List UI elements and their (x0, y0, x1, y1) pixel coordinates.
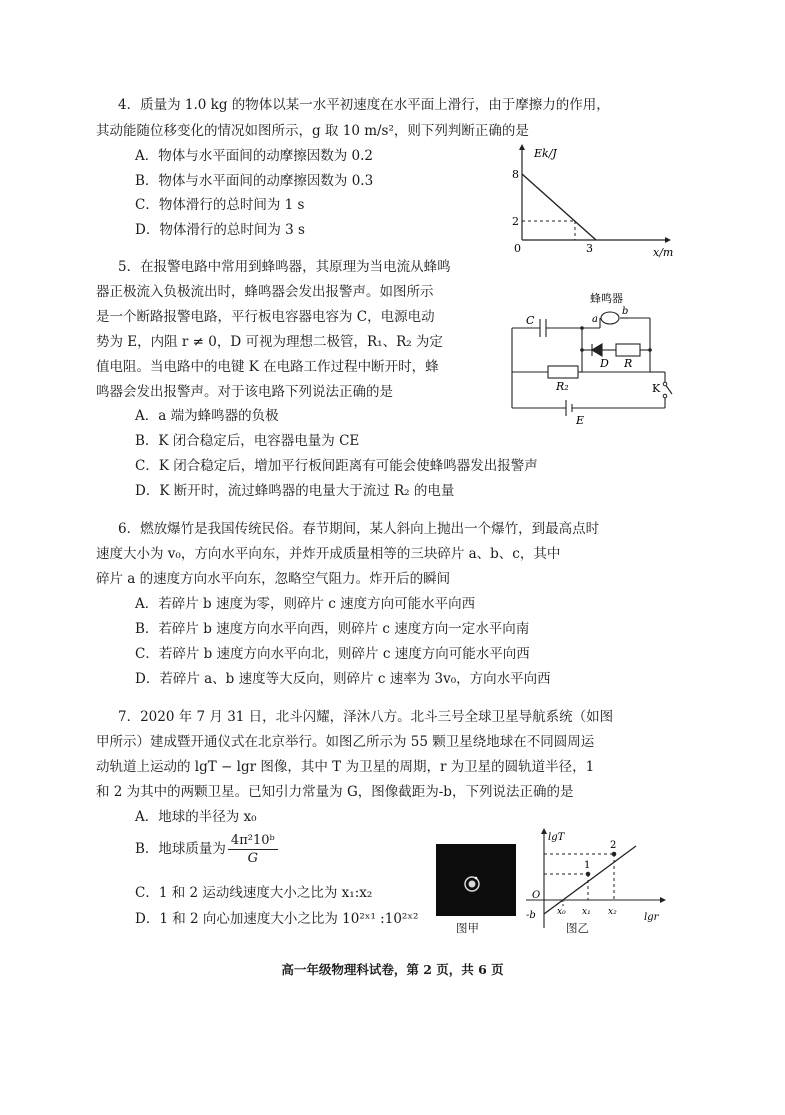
q7-graph-point-2: 2 (610, 840, 617, 851)
q7-graph-origin: O (532, 890, 541, 901)
q7-stem-line-2: 甲所示）建成暨开通仪式在北京举行。如图乙所示为 55 颗卫星绕地球在不同圆周运 (96, 734, 595, 750)
globe-satellite-icon (436, 844, 516, 916)
q6-option-a: A．若碎片 b 速度为零，则碎片 c 速度方向可能水平向西 (135, 596, 476, 612)
q7-option-d: D．1 和 2 向心加速度大小之比为 10²ˣ¹ :10²ˣ² (135, 911, 419, 927)
resistor-r-label: R (624, 357, 633, 370)
q5-option-a: A．a 端为蜂鸣器的负极 (135, 408, 279, 424)
q4-graph-ytick-2: 2 (512, 215, 519, 228)
q5-stem-line-5: 值电阻。当电路中的电键 K 在电路工作过程中断开时，蜂 (96, 359, 439, 375)
q7-option-a: A．地球的半径为 x₀ (135, 809, 257, 825)
q7-option-b-numerator: 4π²10ᵇ (228, 832, 278, 850)
q7-stem-line-3: 动轨道上运动的 lgT − lgr 图像，其中 T 为卫星的周期，r 为卫星的圆轨道半径，1 (96, 759, 595, 775)
q4-graph-origin: 0 (514, 242, 521, 255)
q4-option-a: A．物体与水平面间的动摩擦因数为 0.2 (135, 148, 374, 164)
q4-ek-x-graph (500, 140, 680, 260)
q7-graph-ylabel: lgT (548, 832, 565, 843)
q5-option-c: C．K 闭合稳定后，增加平行板间距离有可能会使蜂鸣器发出报警声 (135, 458, 538, 474)
q5-stem-line-3: 是一个断路报警电路，平行板电容器电容为 C，电源电动 (96, 309, 435, 325)
q6-stem-line-1: 6．燃放爆竹是我国传统民俗。春节期间，某人斜向上抛出一个爆竹，到最高点时 (118, 521, 600, 537)
q6-option-d: D．若碎片 a、b 速度等大反向，则碎片 c 速率为 3v₀，方向水平向西 (135, 671, 551, 687)
q5-option-b: B．K 闭合稳定后，电容器电量为 CE (135, 433, 360, 449)
q4-option-c: C．物体滑行的总时间为 1 s (135, 197, 305, 213)
q4-graph-ylabel: Ek/J (534, 147, 557, 160)
q7-graph-x1: x₁ (582, 907, 591, 917)
q4-graph-xlabel: x/m (653, 246, 674, 259)
switch-k-label: K (652, 382, 661, 395)
q7-graph-x2: x₂ (608, 907, 617, 917)
q5-stem-line-1: 5．在报警电路中常用到蜂鸣器，其原理为当电流从蜂鸣 (118, 259, 451, 275)
q7-graph-point-1: 1 (584, 860, 591, 871)
q7-option-b-denominator: G (247, 851, 258, 866)
buzzer-terminal-a: a (592, 314, 598, 325)
q6-stem-line-2: 速度大小为 v₀，方向水平向东，并炸开成质量相等的三块碎片 a、b、c，其中 (96, 546, 561, 562)
q6-stem-line-3: 碎片 a 的速度方向水平向东，忽略空气阻力。炸开后的瞬间 (96, 571, 451, 587)
diode-label: D (600, 357, 609, 370)
q5-stem-line-6: 鸣器会发出报警声。对于该电路下列说法正确的是 (96, 384, 393, 400)
buzzer-label: 蜂鸣器 (590, 292, 623, 305)
q7-figure-jia-caption: 图甲 (456, 921, 479, 935)
q7-lgT-lgr-graph (520, 828, 670, 932)
q7-figure-jia (436, 844, 516, 916)
q4-option-b: B．物体与水平面间的动摩擦因数为 0.3 (135, 173, 374, 189)
q5-stem-line-4: 势为 E，内阻 r ≠ 0，D 可视为理想二极管，R₁、R₂ 为定 (96, 334, 443, 350)
q4-stem-line-1: 4．质量为 1.0 kg 的物体以某一水平初速度在水平面上滑行，由于摩擦力的作用， (118, 97, 610, 113)
q7-graph-intercept: -b (526, 910, 536, 921)
q7-option-b-prefix: B．地球质量为 (135, 841, 226, 857)
q7-option-b-fraction (228, 832, 278, 867)
page-footer: 高一年级物理科试卷，第 2 页，共 6 页 (281, 962, 504, 977)
q4-graph-xtick-3: 3 (586, 242, 593, 255)
q6-option-c: C．若碎片 b 速度方向水平向北，则碎片 c 速度方向可能水平向西 (135, 646, 530, 662)
q4-option-d: D．物体滑行的总时间为 3 s (135, 222, 305, 238)
q4-stem-line-2: 其动能随位移变化的情况如图所示，g 取 10 m/s²，则下列判断正确的是 (96, 123, 529, 139)
q5-circuit-diagram (500, 288, 680, 430)
q6-option-b: B．若碎片 b 速度方向水平向西，则碎片 c 速度方向一定水平向南 (135, 621, 530, 637)
q7-graph-xlabel: lgr (644, 912, 659, 923)
buzzer-terminal-b: b (622, 306, 629, 317)
resistor-r2-label: R₂ (556, 380, 569, 393)
q5-stem-line-2: 器正极流入负极流出时，蜂鸣器会发出报警声。如图所示 (96, 284, 434, 300)
q7-graph-x0: x₀ (557, 907, 566, 917)
q7-stem-line-4: 和 2 为其中的两颗卫星。已知引力常量为 G，图像截距为-b，下列说法正确的是 (96, 784, 574, 800)
q4-graph-ytick-8: 8 (512, 168, 519, 181)
capacitor-label: C (526, 314, 535, 327)
q7-option-b (135, 832, 278, 867)
q7-stem-line-1: 7．2020 年 7 月 31 日，北斗闪耀，泽沐八方。北斗三号全球卫星导航系统（如图 (118, 709, 614, 725)
q7-option-c: C．1 和 2 运动线速度大小之比为 x₁:x₂ (135, 885, 373, 901)
q5-option-d: D．K 断开时，流过蜂鸣器的电量大于流过 R₂ 的电量 (135, 483, 455, 499)
source-e-label: E (576, 414, 585, 427)
q7-figure-yi-caption: 图乙 (566, 921, 589, 935)
